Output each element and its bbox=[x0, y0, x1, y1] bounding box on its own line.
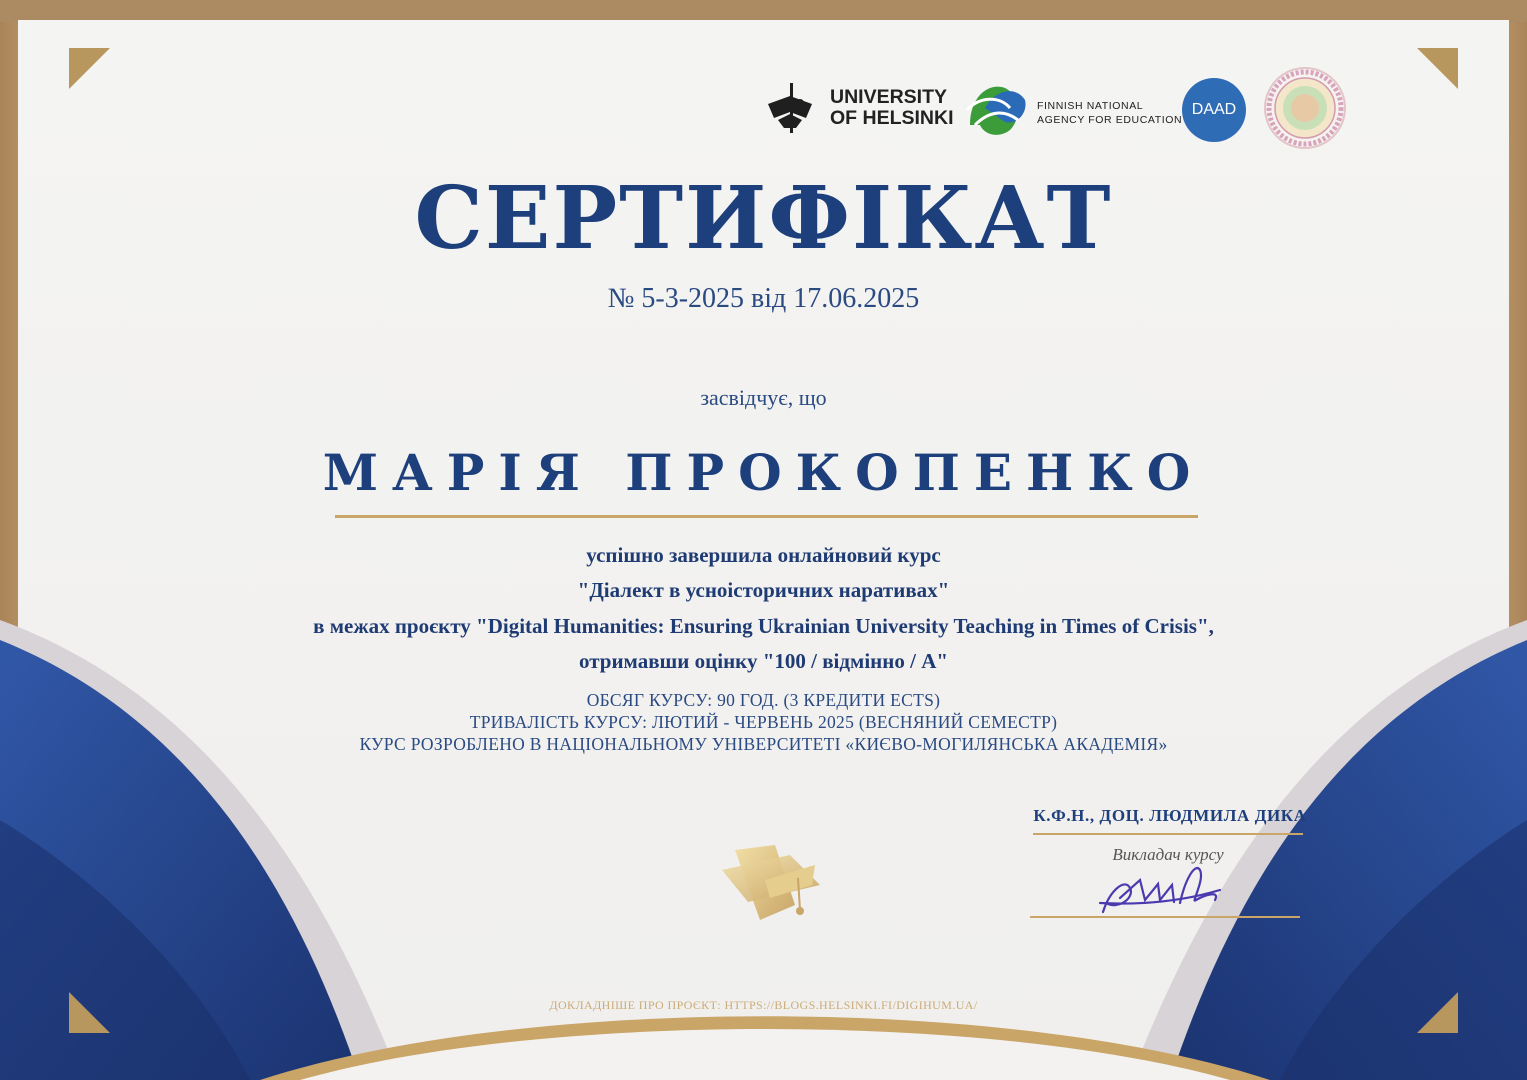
signatory-role: Викладач курсу bbox=[1112, 845, 1224, 864]
project-text: в межах проєкту "Digital Humanities: Ensuring Ukrainian University Teaching in Times of Crisis", bbox=[313, 614, 1214, 638]
certifies-text: засвідчує, що bbox=[700, 385, 827, 410]
finnish-agency-name bbox=[1037, 99, 1182, 127]
fna-line-1: FINNISH NATIONAL bbox=[1037, 100, 1144, 112]
signatory-name: К.Ф.Н., ДОЦ. ЛЮДМИЛА ДИКА bbox=[1033, 806, 1307, 825]
course-duration: ТРИВАЛІСТЬ КУРСУ: ЛЮТИЙ - ЧЕРВЕНЬ 2025 (ВЕСНЯНИЙ СЕМЕСТР) bbox=[469, 712, 1058, 732]
helsinki-line-2: OF HELSINKI bbox=[830, 107, 954, 129]
course-title: "Діалект в усноісторичних наративах" bbox=[577, 578, 950, 602]
university-of-helsinki-name bbox=[830, 87, 954, 129]
fna-line-2: AGENCY FOR EDUCATION bbox=[1037, 114, 1183, 126]
grade-text: отримавши оцінку "100 / відмінно / А" bbox=[578, 649, 949, 673]
certificate-title: СЕРТИФІКАТ bbox=[414, 168, 1113, 269]
certificate-number: № 5-3-2025 від 17.06.2025 bbox=[607, 283, 920, 314]
completion-text: успішно завершила онлайновий курс bbox=[586, 543, 941, 567]
partner-logos bbox=[760, 70, 1360, 150]
course-developer: КУРС РОЗРОБЛЕНО В НАЦІОНАЛЬНОМУ УНІВЕРСИТЕТІ «КИЄВО-МОГИЛЯНСЬКА АКАДЕМІЯ» bbox=[359, 734, 1168, 754]
recipient-name: МАРІЯ ПРОКОПЕНКО bbox=[322, 443, 1205, 502]
helsinki-line-1: UNIVERSITY bbox=[830, 86, 948, 108]
daad-logo: DAAD bbox=[1182, 78, 1246, 142]
course-volume: ОБСЯГ КУРСУ: 90 ГОД. (3 КРЕДИТИ ECTS) bbox=[586, 690, 941, 710]
footer-link[interactable]: ДОКЛАДНІШЕ ПРО ПРОЄКТ: HTTPS://BLOGS.HELSINKI.FI/DIGIHUM.UA/ bbox=[549, 998, 978, 1012]
